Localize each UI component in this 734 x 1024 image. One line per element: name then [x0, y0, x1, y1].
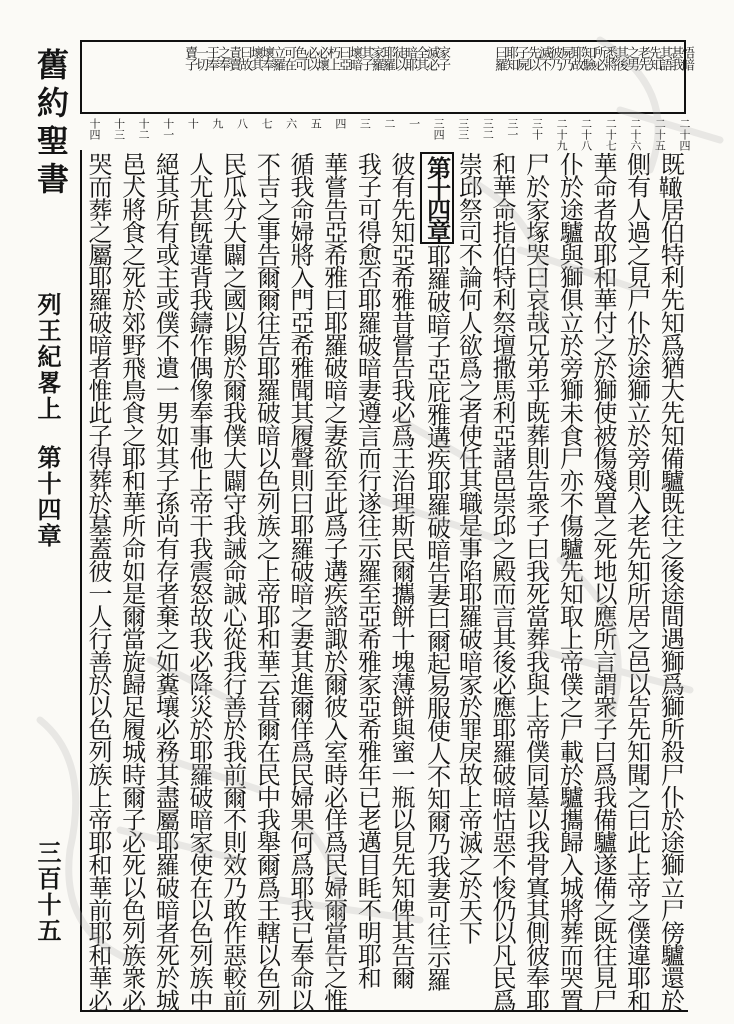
verse-number: 二十四 — [678, 118, 691, 151]
text-column: 既𩍉居伯特利先知爲猶大先知備驢既往之後途間遇獅爲獅所殺尸仆於途獅立尸傍驢還於 — [656, 152, 685, 1011]
verse-number: 三四 — [432, 118, 446, 140]
annotation-line: 知驗 — [580, 46, 595, 70]
verse-number: 八 — [235, 118, 249, 129]
verse-number: 三一 — [505, 118, 519, 140]
verse-number: 三二 — [481, 118, 495, 140]
chapter-heading: 第十四章 — [420, 152, 454, 244]
scripture-body — [80, 150, 688, 1012]
verse-number: 十 — [186, 118, 200, 129]
text-column: 絕其所有或主或僕不遺一男如其子孫尚有存者棄之如糞壤必務其盡屬耶羅破暗者死於城 — [151, 152, 180, 1011]
annotation-line: 悟暗 — [679, 46, 694, 70]
text-column: 循我命婦將入門亞希雅聞其履聲則曰耶羅破暗之妻其進爾佯爲民婦果何爲耶我已奉命以 — [286, 152, 314, 1011]
annotation-line: 滅必 — [424, 46, 439, 70]
annotation-line: 悉將 — [602, 46, 617, 70]
text-column: 和華命指伯特利祭壇撒馬利亞諸邑崇邱之殿而言其後必應耶羅破暗怙惡不悛仍以凡民爲 — [488, 152, 516, 1011]
annotation-line: 先知 — [646, 46, 661, 70]
annotation-line: 其子 — [358, 46, 373, 70]
verse-number: 三 — [358, 118, 372, 129]
annotation-line: 子屍 — [514, 46, 529, 70]
verse-number: 十三 — [112, 118, 126, 140]
annotation-line: 壞奉 — [259, 46, 274, 70]
annotation-line: 色可 — [292, 46, 307, 70]
verse-number: 三三 — [456, 118, 470, 140]
annotation-line: 責賣 — [226, 46, 241, 70]
book-section-title: 列王紀畧上 — [33, 292, 62, 422]
annotation-box — [80, 40, 694, 114]
verse-number: 五 — [309, 118, 323, 129]
annotation-line: 壞其 — [248, 46, 263, 70]
text-column: 邑犬將食之死於郊野飛鳥食之耶和華所命如是爾當旋歸足履城時爾子必死以色列族衆必 — [117, 152, 146, 1011]
annotation-line: 朽上 — [325, 46, 340, 70]
annotation-line: 之男 — [624, 46, 639, 70]
annotation-line: 必壞 — [314, 46, 329, 70]
verse-number: 三十 — [530, 118, 544, 140]
annotation-line: 必以 — [303, 46, 318, 70]
annotation-line: 立羅 — [270, 46, 285, 70]
annotation-line: 老先 — [635, 46, 650, 70]
verse-number: 六 — [284, 118, 298, 129]
annotation-line: 家羅 — [369, 46, 384, 70]
text-column: 哭而葬之屬耶羅破暗者惟此子得葬於墓蓋彼一人行善於以色列族上帝耶和華前耶和華必 — [84, 152, 112, 1011]
verse-number: 四 — [333, 118, 347, 129]
text-column: 彼有先知亞希雅昔嘗告我必爲王治理斯民爾攜餅十塊薄餅與蜜一瓶以見先知俾其告爾 — [387, 152, 415, 989]
annotation-line: 滅不 — [536, 46, 551, 70]
annotation-line: 耶故 — [569, 46, 584, 70]
verse-number: 二十八 — [579, 118, 593, 151]
annotation-line: 所必 — [591, 46, 606, 70]
verse-number: 二十五 — [653, 118, 667, 151]
text-column: 崇邱祭司不論何人欲爲之者使任其職是事陷耶羅破暗家於罪戾故上帝滅之於天下 — [454, 152, 483, 944]
annotation-line: 先以 — [525, 46, 540, 70]
annotation-line: 家子 — [435, 46, 450, 70]
annotation-line: 彼乃 — [547, 46, 562, 70]
text-column — [420, 152, 454, 990]
verse-number: 十二 — [137, 118, 151, 140]
text-column: 我子可得愈否耶羅破暗妻遵言而行遂往示羅至亞希雅家亞希雅年已老邁目眊不明耶和 — [353, 152, 382, 989]
text-column: 華命者故耶和華付之於獅使被傷殘置之死地以應所言謂衆子曰爲我備驢遂備之既往見尸 — [589, 152, 617, 1011]
annotation-line: 壞暗 — [347, 46, 362, 70]
verse-number: 九 — [210, 118, 224, 129]
annotation-line: 王奉 — [204, 46, 219, 70]
verse-number: 一 — [407, 118, 421, 129]
book-title: 舊約聖書 — [32, 48, 70, 200]
verse-number: 二十九 — [555, 118, 569, 151]
chapter-label: 第十四章 — [33, 445, 62, 549]
annotation-line: 曰亞 — [336, 46, 351, 70]
verse-number: 七 — [260, 118, 274, 129]
annotation-line: 可在 — [281, 46, 296, 70]
text-column: 不吉之事告爾爾往告耶羅破暗以色列族之上帝耶和華云昔爾在民中我舉爾爲王轄以色列 — [252, 152, 281, 1011]
text-column: 仆於途驢與獅俱立於旁獅未食尸亦不傷驢先知取上帝僕之尸載於驢攜歸入城將葬而哭置 — [555, 152, 584, 1011]
page-margin — [10, 40, 72, 1015]
annotation-line: 之奉 — [215, 46, 230, 70]
page-number: 三百十五 — [33, 840, 62, 944]
annotation-line: 徒以 — [391, 46, 406, 70]
annotation-line: 賣子 — [182, 46, 197, 70]
verse-number: 二十六 — [628, 118, 642, 151]
text-column: 側有人過之見尸仆於途獅立於旁則入老先知所居之邑以告先知聞之曰此上帝之僕違耶和 — [622, 152, 651, 1011]
annotation-line: 屍乃 — [558, 46, 573, 70]
verse-number-row — [80, 112, 691, 151]
verse-number: 十一 — [161, 118, 175, 140]
text-column: 民瓜分大闢之國以賜於爾我僕大闢守我誡命誠心從我行善於我前爾不則效乃敢作惡較前 — [218, 152, 247, 1011]
text-column: 華嘗告亞希雅曰耶羅破暗之妻欲至此爲子遘疾諮諏於爾彼入室時必佯爲民婦爾當告之惟 — [319, 152, 348, 1011]
verse-number: 二十七 — [604, 118, 618, 151]
text-column-content: 耶羅破暗子亞庇雅遘疾耶羅破暗告妻曰爾起易服使人不知爾乃我妻可往示羅 — [422, 244, 451, 990]
annotation-line: 曰故 — [237, 46, 252, 70]
annotation-line: 全其 — [413, 46, 428, 70]
annotation-line: 其語 — [657, 46, 672, 70]
verse-number: 十四 — [88, 118, 101, 140]
verse-number: 二 — [383, 118, 396, 129]
annotation-line: 其後 — [613, 46, 628, 70]
annotation-line: 耶羅 — [380, 46, 395, 70]
annotation-line: 甚我 — [668, 46, 683, 70]
annotation-line: 暗耶 — [402, 46, 417, 70]
annotation-line: 耶知 — [503, 46, 518, 70]
annotation-line: 一切 — [193, 46, 208, 70]
text-column: 人尤甚旣違背我鑄作偶像奉事他上帝干我震怒故我必降災於耶羅破暗家使在以色列族中 — [185, 152, 213, 1011]
annotation-line: 曰羅 — [492, 46, 507, 70]
text-column: 尸於家塚哭曰哀哉兄弟乎既葬則告衆子曰我死當葬我與上帝僕同墓以我骨寘其側彼奉耶 — [521, 152, 550, 1011]
